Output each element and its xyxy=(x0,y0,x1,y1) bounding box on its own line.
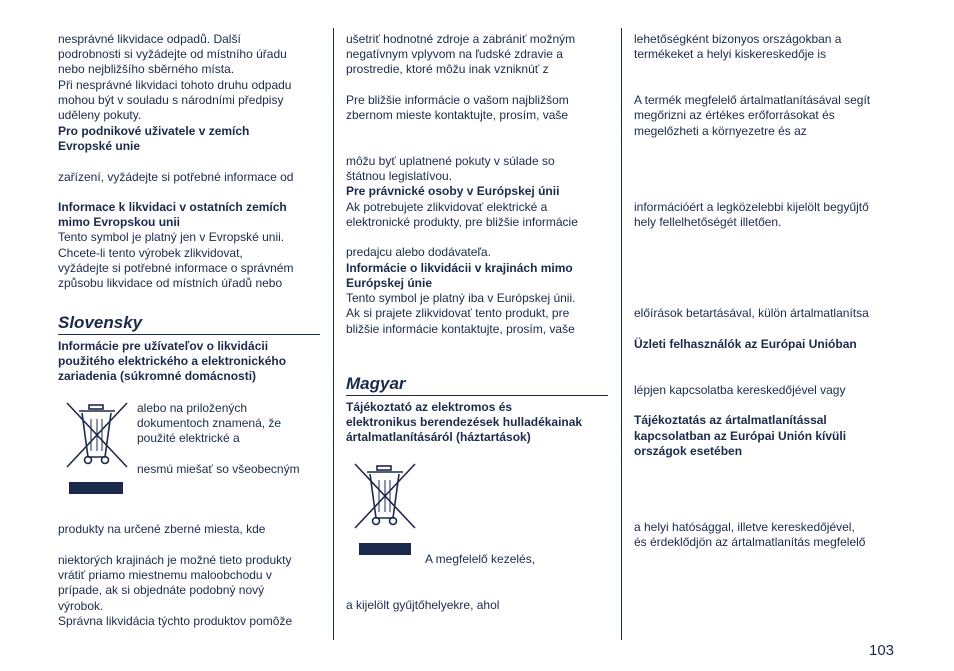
black-bar-symbol xyxy=(69,482,123,494)
text-line: lépjen kapcsolatba kereskedőjével vagy xyxy=(634,383,846,397)
subheading: Informácie pre užívateľov o likvidácii xyxy=(58,339,269,353)
text-line: a kijelölt gyűjtőhelyekre, ahol xyxy=(346,598,500,612)
subheading: Európskej únie xyxy=(346,276,433,290)
text-line: lehetőségként bizonyos országokban a xyxy=(634,32,842,46)
page-number: 103 xyxy=(869,642,895,659)
text-line: A megfelelő kezelés, xyxy=(425,552,536,566)
text-line: nesmú miešať so všeobecným xyxy=(137,462,300,476)
text-line: prostredie, ktoré môžu inak vzniknúť z xyxy=(346,62,549,76)
text-line: výrobok. xyxy=(58,599,104,613)
text-line: prípade, ak si objednáte podobný nový xyxy=(58,583,265,597)
text-line: použité elektrické a xyxy=(137,431,240,445)
text-line: vyžádejte si potřebné informace o správném xyxy=(58,261,294,275)
text-line: negatívnym vplyvom na ľudské zdravie a xyxy=(346,47,563,61)
text-line: zařízení, vyžádejte si potřebné informace od xyxy=(58,170,294,184)
subheading: kapcsolatban az Európai Unión kívüli xyxy=(634,429,847,443)
text-line: előírások betartásával, külön ártalmatlanítsa xyxy=(634,306,869,320)
crossed-out-wheelie-bin-icon xyxy=(353,462,417,530)
subheading: použitého elektrického a elektronického xyxy=(58,354,287,368)
text-line: uděleny pokuty. xyxy=(58,108,142,122)
crossed-out-wheelie-bin-icon xyxy=(65,401,129,469)
subheading: Informácie o likvidácii v krajinách mimo xyxy=(346,261,573,275)
subheading: Informace k likvidaci v ostatních zemích xyxy=(58,200,287,214)
subheading: országok esetében xyxy=(634,444,743,458)
text-line: megelőzheti a környezetre és az xyxy=(634,124,807,138)
subheading: Pre právnické osoby v Európskej únii xyxy=(346,184,560,198)
text-line: nebo nejbližšího sběrného místa. xyxy=(58,62,235,76)
subheading: Evropské unie xyxy=(58,139,141,153)
text-line: Pre bližšie informácie o vašom najbližšom xyxy=(346,93,569,107)
subheading: mimo Evropskou unii xyxy=(58,215,181,229)
subheading: ártalmatlanításáról (háztartások) xyxy=(346,430,531,444)
text-line: a helyi hatósággal, illetve kereskedőjével, xyxy=(634,520,855,534)
black-bar-symbol xyxy=(359,543,411,555)
text-line: štátnou legislatívou. xyxy=(346,169,453,183)
section-title-slovensky: Slovensky xyxy=(58,313,143,332)
column-divider xyxy=(621,28,622,640)
text-line: způsobu likvidace od místních úřadů nebo xyxy=(58,276,283,290)
subheading: Tájékoztató az elektromos és xyxy=(346,400,513,414)
text-line: produkty na určené zberné miesta, kde xyxy=(58,522,266,536)
section-rule xyxy=(346,395,608,396)
text-line: dokumentoch znamená, že xyxy=(137,416,282,430)
text-line: Chcete-li tento výrobek zlikvidovat, xyxy=(58,246,243,260)
text-line: elektronické produkty, pre bližšie informácie xyxy=(346,215,578,229)
text-line: Při nesprávné likvidaci tohoto druhu odpadu xyxy=(58,78,292,92)
section-title-magyar: Magyar xyxy=(346,374,406,393)
subheading: Tájékoztatás az ártalmatlanítással xyxy=(634,413,827,427)
subheading: Pro podnikové uživatele v zemích xyxy=(58,124,250,138)
text-line: nesprávné likvidace odpadů. Další xyxy=(58,32,241,46)
text-line: Ak potrebujete zlikvidovať elektrické a xyxy=(346,200,548,214)
section-rule xyxy=(58,334,320,335)
text-line: Správna likvidácia týchto produktov pomôže xyxy=(58,614,293,628)
text-line: ušetriť hodnotné zdroje a zabrániť možným xyxy=(346,32,576,46)
subheading: elektronikus berendezések hulladékainak xyxy=(346,415,583,429)
text-line: bližšie informácie kontaktujte, prosím, vaše xyxy=(346,322,575,336)
text-line: Tento symbol je platný jen v Evropské unii. xyxy=(58,230,285,244)
text-line: hely fellelhetőségét illetően. xyxy=(634,215,782,229)
text-line: podrobnosti si vyžádejte od místního úřadu xyxy=(58,47,287,61)
text-line: zbernom mieste kontaktujte, prosím, vaše xyxy=(346,108,569,122)
text-line: niektorých krajinách je možné tieto produkty xyxy=(58,553,292,567)
text-line: és érdeklődjön az ártalmatlanítás megfelelő xyxy=(634,535,866,549)
text-line: mohou být v souladu s národními předpisy xyxy=(58,93,284,107)
text-line: termékeket a helyi kiskereskedője is xyxy=(634,47,827,61)
text-line: vrátiť priamo miestnemu maloobchodu v xyxy=(58,568,272,582)
text-line: môžu byť uplatnené pokuty v súlade so xyxy=(346,154,555,168)
text-line: alebo na priložených xyxy=(137,401,248,415)
text-line: Tento symbol je platný iba v Európskej únii. xyxy=(346,291,576,305)
subheading: zariadenia (súkromné domácnosti) xyxy=(58,369,257,383)
text-line: predajcu alebo dodávateľa. xyxy=(346,245,491,259)
subheading: Üzleti felhasználók az Európai Unióban xyxy=(634,337,857,351)
text-line: Ak si prajete zlikvidovať tento produkt, pre xyxy=(346,306,570,320)
text-line: információért a legközelebbi kijelölt begyűjtő xyxy=(634,200,869,214)
text-line: megőrizni az értékes erőforrásokat és xyxy=(634,108,835,122)
column-divider xyxy=(333,28,334,640)
text-line: A termék megfelelő ártalmatlanításával segít xyxy=(634,93,871,107)
